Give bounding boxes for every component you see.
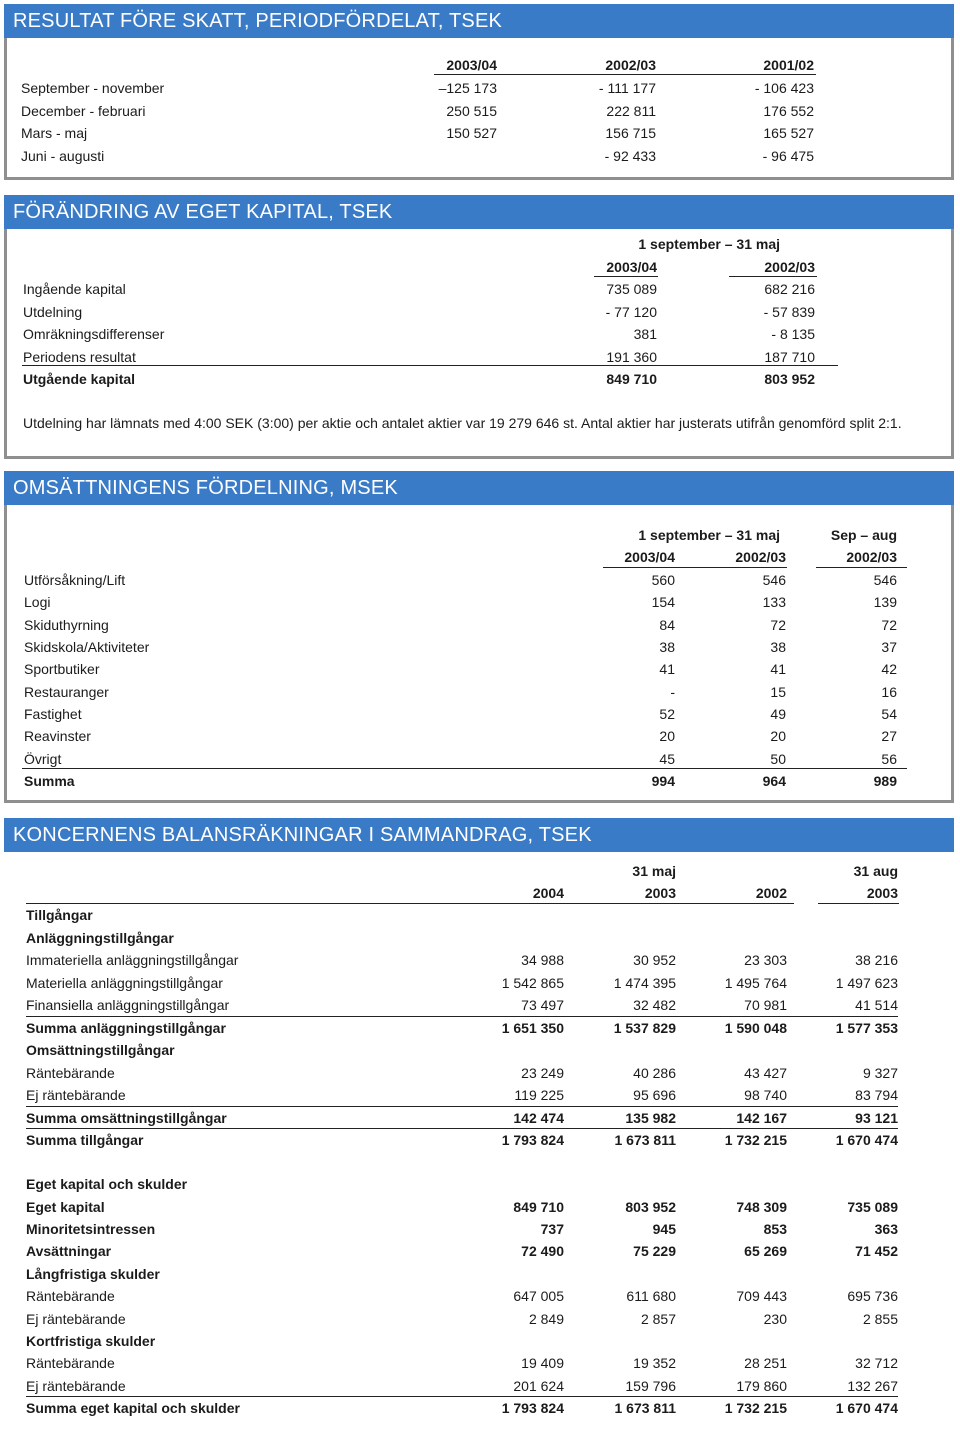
header-rule-1 (26, 903, 794, 904)
cell-value: 142 474 (513, 1109, 564, 1126)
cell-value: 964 (762, 772, 786, 789)
section-title-balans: KONCERNENS BALANSRÄKNINGAR I SAMMANDRAG, TSEK (4, 818, 954, 852)
cell-value: - 8 135 (771, 326, 815, 342)
header-rule-2 (818, 903, 899, 904)
cell-value: 647 005 (513, 1288, 564, 1304)
cell-value: 139 (873, 594, 897, 611)
cell-value: 19 352 (633, 1355, 676, 1371)
cell-value: - 92 433 (604, 147, 656, 164)
row-label: Anläggningstillgångar (26, 929, 174, 946)
cell-value: 27 (881, 728, 897, 745)
cell-value: 250 515 (446, 102, 497, 119)
cell-value: 1 732 215 (724, 1132, 787, 1148)
cell-value: 142 167 (736, 1109, 787, 1126)
cell-value: - 111 177 (598, 80, 656, 96)
row-label: Utgående kapital (23, 371, 136, 387)
dividend-note: Utdelning har lämnats med 4:00 SEK (3:00) per aktie och antalet aktier var 19 279 646 st. Antal aktier har justerats utifrån genomförd split 2:1. (23, 415, 902, 431)
row-label: Eget kapital (26, 1198, 105, 1215)
cell-value: 19 409 (521, 1355, 564, 1371)
cell-value: 43 427 (744, 1064, 787, 1081)
cell-value: 1 474 395 (613, 974, 676, 991)
total-rule (26, 1396, 898, 1397)
cell-value: 150 527 (446, 125, 497, 141)
row-label: Omräkningsdifferenser (23, 326, 165, 342)
total-rule (22, 365, 838, 366)
row-label: Utförsåkning/Lift (24, 572, 126, 588)
row-label: Summa omsättningstillgångar (26, 1109, 227, 1126)
cell-value: 560 (651, 572, 675, 588)
cell-value: 30 952 (633, 952, 676, 968)
row-label: December - februari (21, 102, 146, 119)
cell-value: 93 121 (855, 1109, 898, 1126)
row-label: Reavinster (24, 728, 91, 745)
period-header: Sep – aug (830, 527, 897, 543)
cell-value: - 57 839 (763, 303, 815, 320)
cell-value: - 106 423 (754, 80, 814, 96)
row-label: Omsättningstillgångar (26, 1042, 175, 1058)
row-label: Ingående kapital (23, 281, 126, 297)
cell-value: 1 732 215 (724, 1400, 787, 1416)
row-label: Immateriella anläggningstillgångar (26, 952, 239, 968)
row-label: Summa (24, 772, 75, 789)
cell-value: 363 (874, 1221, 898, 1237)
cell-value: 1 651 350 (501, 1019, 564, 1036)
header-rule-2 (816, 567, 907, 568)
row-label: Restauranger (24, 683, 109, 700)
cell-value: - (670, 683, 675, 700)
row-label: Räntebärande (26, 1064, 115, 1081)
cell-value: 72 (770, 616, 786, 633)
column-header: 2003/04 (624, 549, 675, 565)
cell-value: 1 497 623 (835, 974, 898, 991)
cell-value: 695 736 (847, 1288, 898, 1304)
cell-value: 994 (651, 772, 675, 789)
row-label: Logi (24, 594, 51, 611)
column-header: 2001/02 (763, 57, 814, 73)
row-label: Summa anläggningstillgångar (26, 1019, 226, 1036)
column-header: 2002/03 (764, 259, 815, 275)
header-rule-2 (729, 276, 817, 277)
row-label: Summa eget kapital och skulder (26, 1400, 240, 1416)
cell-value: 201 624 (513, 1377, 564, 1394)
column-header: 2002 (755, 885, 787, 901)
cell-value: 176 552 (763, 102, 814, 119)
header-rule-1 (594, 276, 658, 277)
cell-value: 737 (540, 1221, 564, 1237)
cell-value: 989 (873, 772, 897, 789)
cell-value: 34 988 (521, 952, 564, 968)
column-header: 2003/04 (606, 259, 657, 275)
row-label: Summa tillgångar (26, 1132, 144, 1148)
row-label: Kortfristiga skulder (26, 1333, 156, 1349)
row-label: September - november (21, 80, 165, 96)
cell-value: 20 (659, 728, 675, 745)
cell-value: –125 173 (438, 80, 497, 96)
cell-value: 9 327 (862, 1064, 898, 1081)
cell-value: 71 452 (855, 1243, 898, 1259)
cell-value: - 77 120 (605, 303, 657, 320)
cell-value: 159 796 (625, 1377, 676, 1394)
cell-value: 803 952 (625, 1198, 676, 1215)
cell-value: 2 849 (528, 1310, 564, 1327)
section-title-resultat: RESULTAT FÖRE SKATT, PERIODFÖRDELAT, TSEK (4, 4, 954, 38)
row-label: Eget kapital och skulder (26, 1176, 188, 1192)
cell-value: 28 251 (744, 1355, 787, 1371)
subtotal-rule-2 (26, 1106, 898, 1107)
cell-value: 37 (881, 638, 897, 655)
period-header: 1 september – 31 maj (638, 236, 780, 252)
cell-value: 546 (762, 572, 786, 588)
cell-value: 133 (762, 594, 786, 611)
row-label: Långfristiga skulder (26, 1265, 160, 1282)
cell-value: - 96 475 (762, 147, 814, 164)
header-rule-1 (603, 567, 787, 568)
cell-value: 50 (770, 750, 786, 767)
row-label: Periodens resultat (23, 348, 136, 365)
row-label: Skiduthyrning (24, 616, 109, 633)
cell-value: 41 514 (855, 997, 898, 1013)
cell-value: 16 (881, 683, 897, 700)
cell-value: 98 740 (744, 1087, 787, 1103)
cell-value: 75 229 (633, 1243, 676, 1259)
cell-value: 95 696 (633, 1087, 676, 1103)
cell-value: 38 216 (855, 952, 898, 968)
cell-value: 1 670 474 (835, 1400, 898, 1416)
cell-value: 15 (770, 683, 786, 700)
cell-value: 853 (763, 1221, 787, 1237)
cell-value: 42 (881, 661, 897, 678)
period-header: 31 maj (632, 863, 676, 879)
cell-value: 49 (770, 705, 786, 722)
cell-value: 72 490 (521, 1243, 564, 1259)
cell-value: 682 216 (764, 281, 815, 297)
cell-value: 1 495 764 (724, 974, 787, 991)
cell-value: 1 670 474 (835, 1132, 898, 1148)
column-header: 2004 (532, 885, 564, 901)
cell-value: 32 482 (633, 997, 676, 1013)
cell-value: 84 (659, 616, 675, 633)
cell-value: 45 (659, 750, 675, 767)
row-label: Materiella anläggningstillgångar (26, 974, 223, 991)
cell-value: 56 (881, 750, 897, 767)
cell-value: 23 249 (521, 1064, 564, 1081)
row-label: Räntebärande (26, 1355, 115, 1371)
cell-value: 32 712 (855, 1355, 898, 1371)
cell-value: 41 (770, 661, 786, 678)
cell-value: 945 (652, 1221, 676, 1237)
row-label: Räntebärande (26, 1288, 115, 1304)
cell-value: 179 860 (736, 1377, 787, 1394)
cell-value: 52 (659, 705, 675, 722)
subtotal-rule-3 (26, 1128, 898, 1129)
cell-value: 70 981 (744, 997, 787, 1013)
cell-value: 1 793 824 (501, 1400, 564, 1416)
row-label: Skidskola/Aktiviteter (24, 638, 150, 655)
cell-value: 187 710 (764, 348, 815, 365)
cell-value: 546 (873, 572, 897, 588)
row-label: Utdelning (23, 303, 83, 320)
cell-value: 23 303 (744, 952, 787, 968)
cell-value: 73 497 (521, 997, 564, 1013)
cell-value: 165 527 (763, 125, 814, 141)
column-header: 2002/03 (846, 549, 897, 565)
cell-value: 748 309 (736, 1198, 787, 1215)
cell-value: 119 225 (514, 1087, 564, 1103)
cell-value: 1 542 865 (501, 974, 564, 991)
subtotal-rule-1 (26, 1016, 898, 1017)
column-header: 2003/04 (446, 57, 497, 73)
column-header: 2002/03 (605, 57, 656, 73)
cell-value: 1 537 829 (613, 1019, 676, 1036)
cell-value: 2 855 (862, 1310, 898, 1327)
cell-value: 54 (881, 705, 897, 722)
header-rule (434, 74, 816, 75)
row-label: Ej räntebärande (26, 1087, 126, 1103)
cell-value: 735 089 (847, 1198, 898, 1215)
cell-value: 65 269 (744, 1243, 787, 1259)
cell-value: 156 715 (605, 125, 656, 141)
row-label: Juni - augusti (21, 147, 105, 164)
row-label: Ej räntebärande (26, 1377, 126, 1394)
row-label: Tillgångar (26, 907, 93, 923)
period-header: 31 aug (853, 863, 898, 879)
cell-value: 735 089 (606, 281, 657, 297)
cell-value: 41 (659, 661, 675, 678)
cell-value: 709 443 (736, 1288, 787, 1304)
cell-value: 1 577 353 (835, 1019, 898, 1036)
cell-value: 2 857 (640, 1310, 676, 1327)
cell-value: 191 360 (606, 348, 657, 365)
row-label: Minoritetsintressen (26, 1221, 156, 1237)
row-label: Avsättningar (26, 1243, 112, 1259)
column-header: 2003 (644, 885, 676, 901)
cell-value: 803 952 (764, 371, 815, 387)
cell-value: 72 (881, 616, 897, 633)
cell-value: 222 811 (606, 102, 656, 119)
cell-value: 83 794 (855, 1087, 898, 1103)
cell-value: 1 793 824 (501, 1132, 564, 1148)
total-rule (22, 768, 907, 769)
cell-value: 20 (770, 728, 786, 745)
cell-value: 135 982 (625, 1109, 676, 1126)
cell-value: 849 710 (513, 1198, 564, 1215)
cell-value: 381 (633, 326, 657, 342)
cell-value: 1 590 048 (724, 1019, 787, 1036)
cell-value: 1 673 811 (614, 1400, 676, 1416)
cell-value: 611 680 (626, 1288, 676, 1304)
column-header: 2003 (866, 885, 898, 901)
row-label: Ej räntebärande (26, 1310, 126, 1327)
cell-value: 40 286 (633, 1064, 676, 1081)
row-label: Mars - maj (21, 125, 88, 141)
section-title-eget-kapital: FÖRÄNDRING AV EGET KAPITAL, TSEK (4, 195, 954, 229)
section-title-omsattning: OMSÄTTNINGENS FÖRDELNING, MSEK (4, 471, 954, 505)
cell-value: 1 673 811 (614, 1132, 676, 1148)
cell-value: 230 (763, 1310, 787, 1327)
column-header: 2002/03 (735, 549, 786, 565)
cell-value: 38 (659, 638, 675, 655)
cell-value: 132 267 (847, 1377, 898, 1394)
period-header: 1 september – 31 maj (638, 527, 780, 543)
row-label: Finansiella anläggningstillgångar (26, 997, 230, 1013)
cell-value: 154 (651, 594, 675, 611)
cell-value: 849 710 (606, 371, 657, 387)
row-label: Fastighet (24, 705, 82, 722)
row-label: Sportbutiker (24, 661, 100, 678)
row-label: Övrigt (24, 750, 62, 767)
cell-value: 38 (770, 638, 786, 655)
